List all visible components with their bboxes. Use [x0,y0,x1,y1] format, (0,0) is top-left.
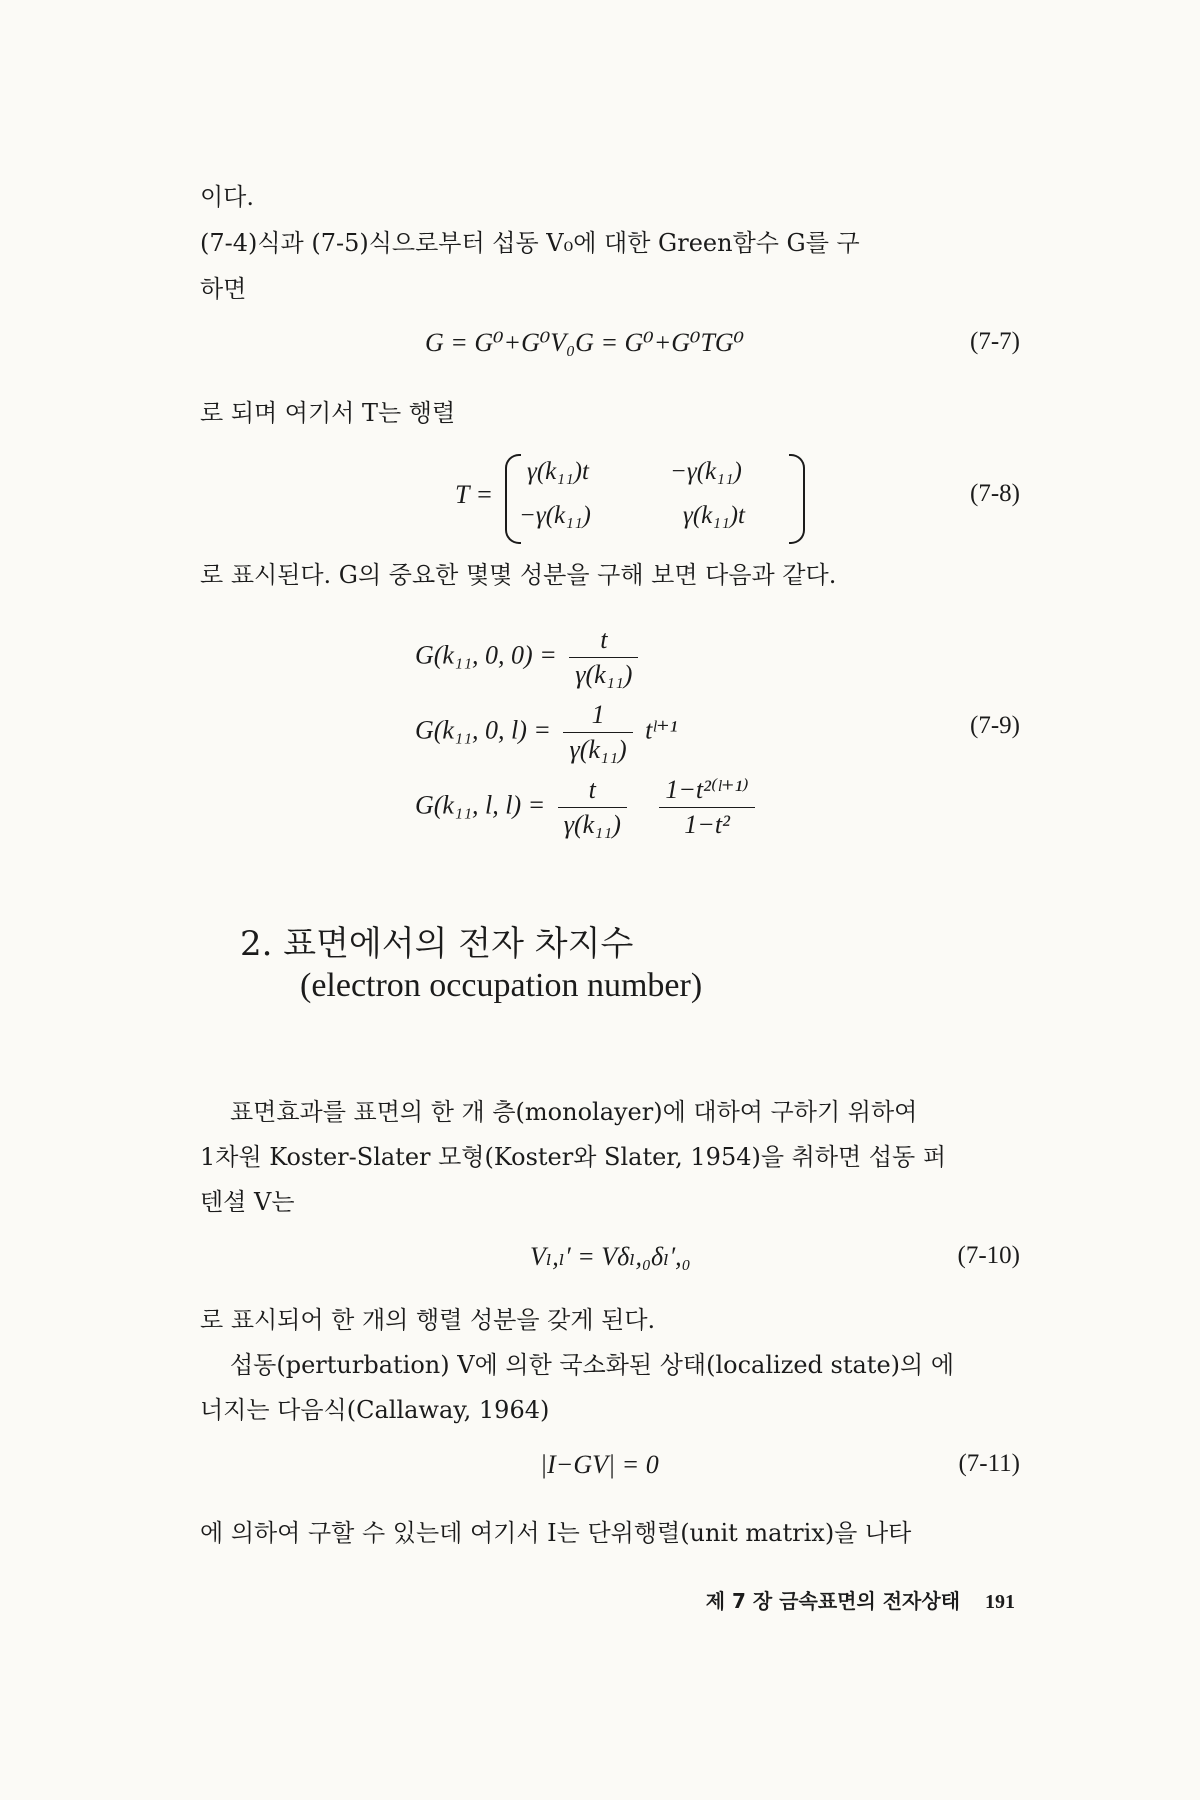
fraction [558,775,627,840]
denominator: 1−t² [684,810,730,839]
running-head: 제 7 장 금속표면의 전자상태 [705,1589,961,1613]
denominator: γ(k₁₁) [569,735,627,764]
matrix-cell: −γ(k₁₁) [519,502,591,529]
paragraph-line: (7-4)식과 (7-5)식으로부터 섭동 V₀에 대한 Green함수 G를 구 [200,229,860,257]
fraction [563,700,632,765]
lhs: G(k₁₁, l, l) = [415,790,546,820]
section-title: 2. 표면에서의 전자 차지수 [240,924,634,964]
section-subtitle: (electron occupation number) [300,967,703,1004]
page-number: 191 [985,1591,1015,1613]
paragraph-line: 섭동(perturbation) V에 의한 국소화된 상태(localized state)의 에 [230,1351,955,1379]
paragraph-line: 너지는 다음식(Callaway, 1964) [200,1396,550,1424]
paragraph-line: 텐셜 V는 [200,1188,295,1216]
numerator: t [558,775,627,808]
numerator: 1 [563,700,632,733]
paragraph-line: 로 표시되어 한 개의 행렬 성분을 갖게 된다. [200,1306,656,1334]
equation-number: (7-11) [958,1450,1020,1477]
equation-number: (7-7) [970,328,1020,355]
lhs: G(k₁₁, 0, 0) = [415,640,557,670]
matrix-cell: −γ(k₁₁) [670,458,742,485]
equation-7-9-row1 [415,625,644,690]
right-bracket [789,454,805,544]
paragraph-line: 로 표시된다. G의 중요한 몇몇 성분을 구해 보면 다음과 같다. [200,561,837,589]
lhs: G(k₁₁, 0, l) = [415,715,551,745]
equation-7-10: Vₗ,ₗ′ = Vδₗ,₀δₗ′,₀ [530,1242,691,1271]
left-bracket [505,454,521,544]
matrix-cell: γ(k₁₁)t [683,502,745,529]
fraction [659,775,754,840]
equation-number: (7-8) [970,480,1020,507]
matrix-T [505,454,805,542]
page-footer [706,1585,1015,1614]
power-term: tˡ⁺¹ [645,715,678,745]
equation-7-9-row3 [415,775,761,840]
paragraph-line: 하면 [200,275,247,303]
numerator: 1−t²⁽ˡ⁺¹⁾ [659,775,754,808]
equation-7-11: |I−GV| = 0 [540,1450,659,1479]
matrix-cell: γ(k₁₁)t [527,458,589,485]
equation-number: (7-9) [970,712,1020,739]
paragraph-line: 1차원 Koster-Slater 모형(Koster와 Slater, 1954)을 취하면 섭동 퍼 [200,1143,947,1171]
paragraph-line: 로 되며 여기서 T는 행렬 [200,399,456,427]
equation-7-7: G = G⁰+G⁰V₀G = G⁰+G⁰TG⁰ [425,328,745,357]
numerator: t [569,625,638,658]
paragraph-line: 표면효과를 표면의 한 개 층(monolayer)에 대하여 구하기 위하여 [230,1098,918,1126]
matrix-lhs: T = [455,480,494,509]
denominator: γ(k₁₁) [575,660,633,689]
paragraph-line: 에 의하여 구할 수 있는데 여기서 I는 단위행렬(unit matrix)을 나타 [200,1519,912,1547]
equation-7-9-row2 [415,700,677,765]
paragraph-line: 이다. [200,183,254,211]
denominator: γ(k₁₁) [563,810,621,839]
fraction [569,625,638,690]
equation-number: (7-10) [957,1242,1020,1269]
